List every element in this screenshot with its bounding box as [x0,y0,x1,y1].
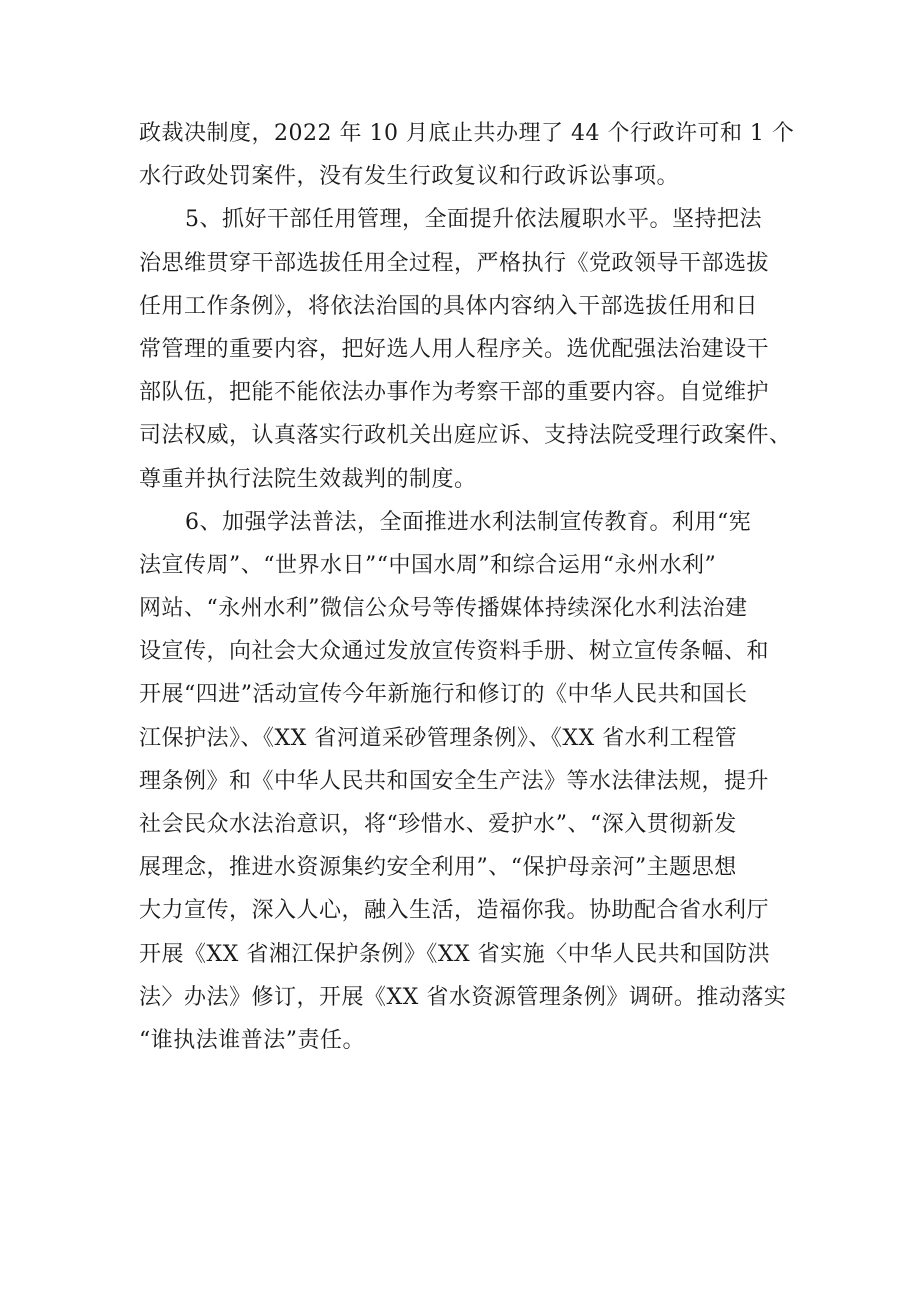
text-line: 网站、“永州水利”微信公众号等传播媒体持续深化水利法治建 [139,596,748,622]
text-line: 5、抓好干部任用管理，全面提升依法履职水平。坚持把法 [185,207,762,233]
text-line: 江保护法》、《XX 省河道采砂管理条例》、《XX 省水利工程管 [139,725,738,751]
text-line: 大力宣传，深入人心，融入生活，造福你我。协助配合省水利厅 [139,898,770,924]
paragraph-continuation [139,112,799,198]
document-body [139,112,799,1062]
text-line: “谁执法谁普法”责任。 [139,1027,365,1053]
text-line: 开展《XX 省湘江保护条例》《XX 省实施〈中华人民共和国防洪 [139,941,771,967]
text-line: 社会民众水法治意识，将“珍惜水、爱护水”、“深入贯彻新发 [139,812,737,837]
text-line: 法〉办法》修订，开展《XX 省水资源管理条例》调研。推动落实 [139,984,787,1010]
text-line: 6、加强学法普法，全面推进水利法制宣传教育。利用“宪 [185,509,752,535]
text-line: 治思维贯穿干部选拔任用全过程，严格执行《党政领导干部选拔 [139,250,770,276]
text-line: 理条例》和《中华人民共和国安全生产法》等水法律法规，提升 [139,768,770,794]
paragraph-item-6 [139,501,799,1062]
text-line: 法宣传周”、“世界水日”“中国水周”和综合运用“永州水利” [139,552,717,578]
text-line: 设宣传，向社会大众通过发放宣传资料手册、树立宣传条幅、和 [139,639,770,665]
text-line: 政裁决制度，2022 年 10 月底止共办理了 44 个行政许可和 1 个 [139,121,795,146]
text-line: 司法权威，认真落实行政机关出庭应诉、支持法院受理行政案件、 [139,423,792,449]
paragraph-item-5 [139,198,799,500]
text-line: 开展“四进”活动宣传今年新施行和修订的《中华人民共和国长 [139,682,748,708]
text-line: 常管理的重要内容，把好选人用人程序关。选优配强法治建设干 [139,336,770,362]
text-line: 展理念，推进水资源集约安全利用”、“保护母亲河”主题思想 [139,855,737,881]
text-line: 任用工作条例》，将依法治国的具体内容纳入干部选拔任用和日 [139,293,759,319]
text-line: 部队伍，把能不能依法办事作为考察干部的重要内容。自觉维护 [139,380,770,406]
text-line: 水行政处罚案件，没有发生行政复议和行政诉讼事项。 [139,164,680,190]
text-line: 尊重并执行法院生效裁判的制度。 [139,466,477,492]
